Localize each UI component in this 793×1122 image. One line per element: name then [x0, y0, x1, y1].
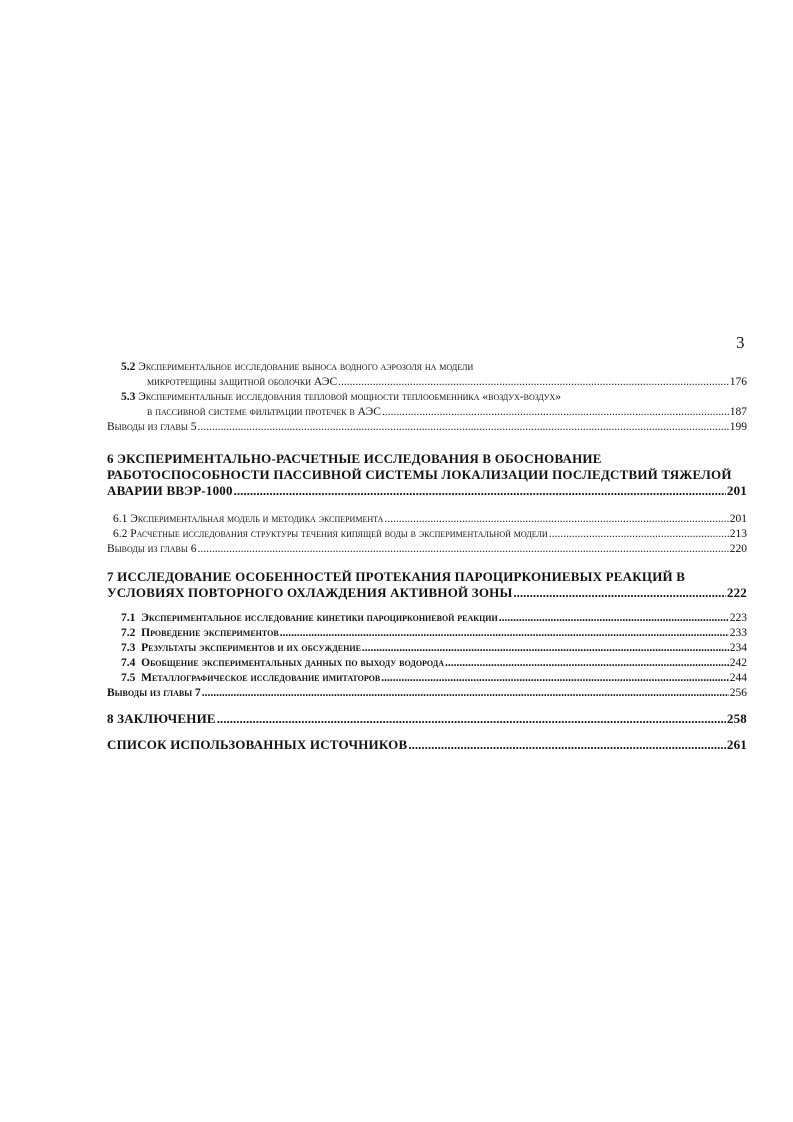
- chapter-title: 8 ЗАКЛЮЧЕНИЕ: [107, 711, 216, 726]
- dot-leader: [513, 585, 725, 601]
- section-title: 6.2 Расчетные исследования структуры течения кипящей воды в экспериментальной модели: [113, 528, 548, 540]
- page-ref: 176: [729, 376, 747, 388]
- page-ref: 201: [726, 483, 747, 498]
- dot-leader: [202, 686, 729, 701]
- toc-entry-7-2: [107, 626, 747, 641]
- chapter-title: СПИСОК ИСПОЛЬЗОВАННЫХ ИСТОЧНИКОВ: [107, 737, 408, 752]
- page-ref: 258: [726, 711, 747, 726]
- page-ref: 199: [729, 421, 747, 433]
- dot-leader: [217, 711, 726, 727]
- toc-entry-conclusions-5: [107, 420, 747, 435]
- page-ref: 201: [729, 513, 747, 525]
- toc-chapter-6: [107, 451, 747, 467]
- section-title-cont: в пассивной системе фильтрации протечек в АЭС: [147, 406, 381, 418]
- section-number: 7.1: [121, 612, 136, 624]
- toc-entry-5-3-cont: [107, 405, 747, 420]
- chapter-title: 7 ИССЛЕДОВАНИЕ ОСОБЕННОСТЕЙ ПРОТЕКАНИЯ ПАРОЦИРКОНИЕВЫХ РЕАКЦИЙ В: [107, 569, 686, 584]
- dot-leader: [198, 420, 729, 435]
- page-ref: 223: [729, 612, 747, 624]
- dot-leader: [362, 641, 729, 656]
- chapter-title: 6 ЭКСПЕРИМЕНТАЛЬНО-РАСЧЕТНЫЕ ИССЛЕДОВАНИЯ В ОБОСНОВАНИЕ: [107, 451, 602, 466]
- section-title: Экспериментальное исследование кинетики пароциркониевой реакции: [141, 612, 498, 624]
- section-number: 7.4: [121, 657, 136, 669]
- section-title: Экспериментальные исследования тепловой мощности теплообменника «воздух-воздух»: [138, 391, 561, 403]
- toc-entry-conclusions-7: [107, 686, 747, 701]
- page-ref: 233: [729, 627, 747, 639]
- toc-entry-6-2: [107, 527, 747, 542]
- page-ref: 234: [729, 642, 747, 654]
- toc-entry-7-1: [107, 611, 747, 626]
- section-title: Выводы из главы 7: [107, 687, 201, 699]
- dot-leader: [280, 626, 729, 641]
- section-title: 6.1 Экспериментальная модель и методика эксперимента: [113, 513, 384, 525]
- toc-references: [107, 737, 747, 753]
- toc-entry-7-4: [107, 656, 747, 671]
- toc-chapter-6-cont2: [107, 483, 747, 499]
- dot-leader: [381, 671, 729, 686]
- toc-chapter-8: [107, 711, 747, 727]
- chapter-title-cont: РАБОТОСПОСОБНОСТИ ПАССИВНОЙ СИСТЕМЫ ЛОКАЛИЗАЦИИ ПОСЛЕДСТВИЙ ТЯЖЕЛОЙ: [107, 467, 732, 482]
- toc-entry-5-3: [107, 390, 747, 405]
- toc-chapter-7: [107, 569, 747, 585]
- dot-leader: [408, 737, 726, 753]
- toc-entry-6-1: [107, 512, 747, 527]
- chapter-title-cont: УСЛОВИЯХ ПОВТОРНОГО ОХЛАЖДЕНИЯ АКТИВНОЙ ЗОНЫ: [107, 585, 513, 600]
- toc-entry-conclusions-6: [107, 542, 747, 557]
- toc-entry-5-2: [107, 360, 747, 375]
- section-title: Проведение экспериментов: [141, 627, 279, 639]
- section-title: Результаты экспериментов и их обсуждение: [141, 642, 361, 654]
- section-title: Выводы из главы 5: [107, 421, 197, 433]
- toc-chapter-6-cont: [107, 467, 747, 483]
- page-ref: 256: [729, 687, 747, 699]
- section-number: 7.5: [121, 672, 136, 684]
- page-number: 3: [736, 333, 745, 352]
- toc-chapter-7-cont: [107, 585, 747, 601]
- dot-leader: [445, 656, 729, 671]
- page-ref: 261: [726, 737, 747, 752]
- chapter-title-cont: АВАРИИ ВВЭР-1000: [107, 483, 233, 498]
- dot-leader: [338, 375, 729, 390]
- table-of-contents: [107, 360, 747, 753]
- page-ref: 213: [729, 528, 747, 540]
- toc-entry-7-5: [107, 671, 747, 686]
- toc-entry-5-2-cont: [107, 375, 747, 390]
- section-title: Экспериментальное исследование выноса водного аэрозоля на модели: [138, 361, 474, 373]
- section-number: 5.2: [121, 361, 136, 373]
- dot-leader: [499, 611, 729, 626]
- dot-leader: [382, 405, 729, 420]
- dot-leader: [549, 527, 729, 542]
- dot-leader: [198, 542, 729, 557]
- page-ref: 220: [729, 543, 747, 555]
- section-title: Выводы из главы 6: [107, 543, 197, 555]
- toc-entry-7-3: [107, 641, 747, 656]
- page-ref: 222: [726, 585, 747, 600]
- page-ref: 244: [729, 672, 747, 684]
- dot-leader: [234, 483, 726, 499]
- section-title-cont: микротрещины защитной оболочки АЭС: [147, 376, 338, 388]
- dot-leader: [384, 512, 728, 527]
- section-title: Обобщение экспериментальных данных по выходу водорода: [141, 657, 444, 669]
- section-title: Металлографическое исследование имитаторов: [141, 672, 381, 684]
- section-number: 7.3: [121, 642, 136, 654]
- page-ref: 242: [729, 657, 747, 669]
- page-ref: 187: [729, 406, 747, 418]
- section-number: 5.3: [121, 391, 136, 403]
- section-number: 7.2: [121, 627, 136, 639]
